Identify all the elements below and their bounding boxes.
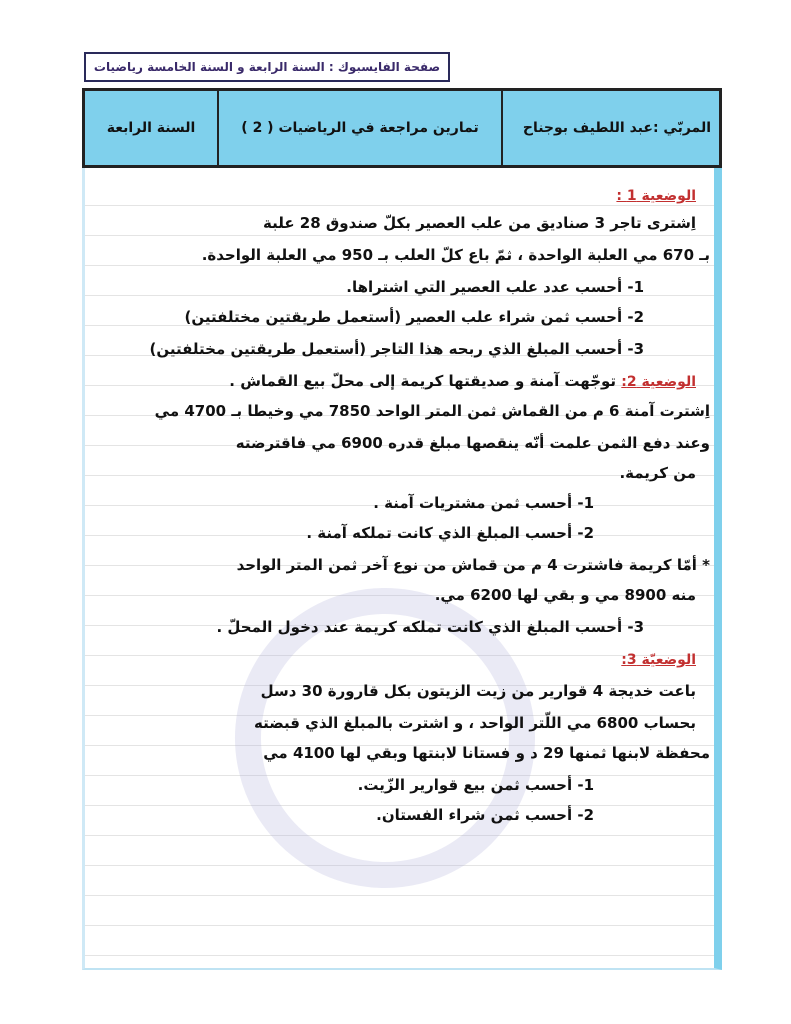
facebook-page-banner: صفحة الفايسبوك : السنة الرابعة و السنة الخامسة رياضيات <box>84 52 450 82</box>
worksheet-header <box>82 88 722 168</box>
situation-3-line: بحساب 6800 مي اللّتر الواحد ، و اشترت بالمبلغ الذي قبضته <box>253 714 696 732</box>
situation-1-line: بـ 670 مي العلبة الواحدة ، ثمّ باع كلّ العلب بـ 950 مي العلبة الواحدة. <box>201 246 710 264</box>
situation-2-intro: توجّهت آمنة و صديقتها كريمة إلى محلّ بيع القماش . <box>229 372 617 390</box>
situation-3-line: باعت خديجة 4 قوارير من زيت الزيتون بكل قارورة 30 دسل <box>260 682 696 700</box>
situation-2-line: وعند دفع الثمن علمت أنّه ينقصها مبلغ قدره 6900 مي فاقترضته <box>235 434 710 452</box>
teacher-name: المربّي :عبد اللطيف بوجناح <box>501 91 719 165</box>
situation-3-question: 1- أحسب ثمن بيع قوارير الزّيت. <box>357 776 594 794</box>
situation-1-question: 3- أحسب المبلغ الذي ربحه هذا التاجر (أستعمل طريقتين مختلفتين) <box>149 340 644 358</box>
situation-3-line: محفظة لابنها ثمنها 29 د و فستانا لابنتها وبقي لها 4100 مي <box>263 744 710 762</box>
situation-3-question: 2- أحسب ثمن شراء الفستان. <box>376 806 594 824</box>
situation-1-title: الوضعية 1 : <box>616 188 696 204</box>
situation-2-question: 1- أحسب ثمن مشتريات آمنة . <box>373 494 594 512</box>
worksheet-body <box>82 168 722 970</box>
situation-2-line: من كريمة. <box>619 464 696 482</box>
situation-1-line: اِشترى تاجر 3 صناديق من علب العصير بكلّ صندوق 28 علبة <box>262 214 696 232</box>
situation-2-title: الوضعية 2: <box>621 374 696 390</box>
worksheet-title: تمارين مراجعة في الرياضيات ( 2 ) <box>217 91 501 165</box>
situation-2-question: 3- أحسب المبلغ الذي كانت تملكه كريمة عند دخول المحلّ . <box>216 618 644 636</box>
situation-2-line: اِشترت آمنة 6 م من القماش ثمن المتر الواحد 7850 مي وخيطا بـ 4700 مي <box>154 402 710 420</box>
situation-2-line: * أمّا كريمة فاشترت 4 م من قماش من نوع آخر ثمن المتر الواحد <box>236 556 710 574</box>
situation-1-question: 1- أحسب عدد علب العصير التي اشتراها. <box>346 278 644 296</box>
grade-level: السنة الرابعة <box>106 120 196 136</box>
situation-3-title: الوضعيّة 3: <box>621 652 696 668</box>
situation-2-line: منه 8900 مي و بقي لها 6200 مي. <box>434 586 696 604</box>
situation-2-question: 2- أحسب المبلغ الذي كانت تملكه آمنة . <box>306 524 594 542</box>
situation-2-heading <box>229 372 696 390</box>
situation-1-question: 2- أحسب ثمن شراء علب العصير (أستعمل طريقتين مختلفتين) <box>184 308 644 326</box>
